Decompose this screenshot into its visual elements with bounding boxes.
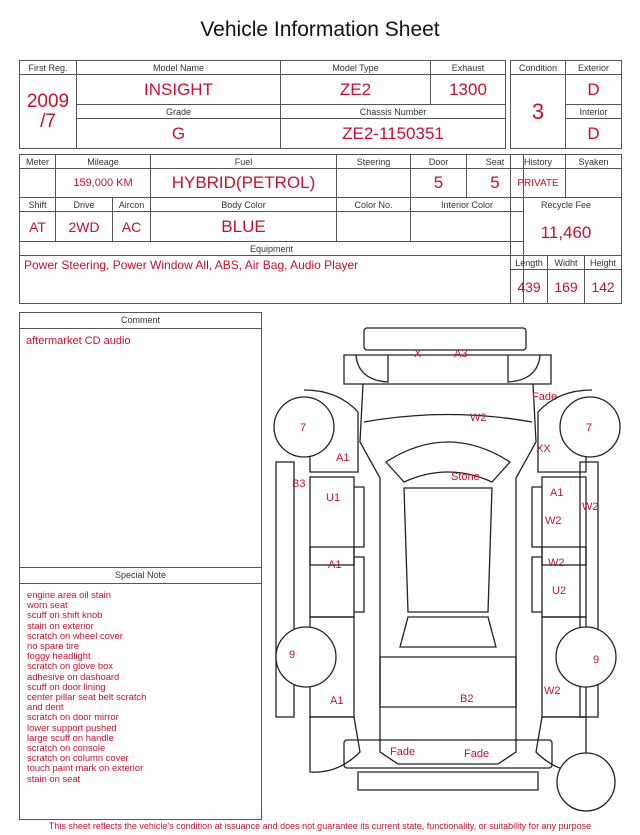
recycle-fee-label: Recycle Fee (511, 198, 622, 212)
first-reg-year: 2009 (26, 90, 70, 112)
left-rear-fender (310, 717, 360, 772)
headlight-right (508, 355, 540, 382)
special-note-item: adhesive on dashoard (27, 670, 120, 682)
headlight-left (356, 355, 388, 382)
mark-u2: U2 (552, 585, 567, 597)
comment-box (19, 312, 262, 568)
interior-color-value (411, 212, 524, 242)
special-note-list (20, 584, 261, 784)
mark-right-rear-w2: W2 (544, 685, 561, 697)
roof (404, 488, 492, 612)
special-note-item: no spare tire (27, 640, 80, 652)
interior-value: D (566, 119, 622, 149)
windshield (386, 442, 510, 482)
mark-wheel-fr: 7 (586, 422, 593, 434)
syaken-label: Syaken (566, 155, 622, 169)
mark-fender-left-a1: A1 (336, 452, 350, 464)
damage-diagram (268, 312, 628, 824)
mileage-label: Mileage (56, 155, 151, 169)
vehicle-main-table (19, 60, 506, 149)
exhaust-label: Exhaust (431, 61, 506, 75)
first-reg-month: /7 (40, 110, 56, 132)
left-pillar-b (354, 557, 364, 612)
condition-label: Condition (511, 61, 566, 75)
model-name-value: INSIGHT (77, 75, 281, 105)
exterior-value: D (566, 75, 622, 105)
mark-wheel-fl: 7 (300, 422, 307, 434)
mark-fade-front-right: Fade (532, 391, 558, 403)
model-type-value: ZE2 (281, 75, 431, 105)
special-note-item: lower support pushed (27, 721, 117, 733)
body-color-label: Body Color (151, 198, 337, 212)
model-type-label: Model Type (281, 61, 431, 75)
special-note-item: stain on seat (27, 772, 81, 784)
recycle-fee-value: 11,460 (511, 212, 622, 256)
aircon-value: AC (113, 212, 151, 242)
syaken-value (566, 169, 622, 198)
door-label: Door (411, 155, 467, 169)
mileage-value: 159,000 KM (56, 169, 151, 198)
wheel-rear-right (556, 627, 616, 687)
mark-bumper-fade-left: Fade (390, 746, 416, 758)
length-value: 439 (511, 270, 548, 304)
color-no-label: Color No. (337, 198, 411, 212)
mark-roof-stone: Stone (451, 471, 480, 483)
interior-label: Interior (566, 105, 622, 119)
special-note-item: scratch on glove box (27, 660, 113, 672)
special-note-item: scuff on shift knob (27, 609, 103, 621)
meter-label: Meter (20, 155, 56, 169)
special-note-item: center pillar seat belt scratch (27, 691, 147, 703)
interior-color-label: Interior Color (411, 198, 524, 212)
shift-label: Shift (20, 198, 56, 212)
steering-label: Steering (337, 155, 411, 169)
fuel-label: Fuel (151, 155, 337, 169)
mark-hood-w2: W2 (470, 412, 487, 424)
drive-label: Drive (56, 198, 113, 212)
comment-header: Comment (20, 313, 261, 329)
tail-panel (358, 772, 538, 790)
mark-right-w2-side: W2 (582, 501, 599, 513)
mark-xx: XX (536, 443, 551, 455)
mark-front-a3: A3 (454, 348, 468, 360)
seat-value: 5 (467, 169, 524, 198)
mark-trunk-b2: B2 (460, 693, 474, 705)
seat-label: Seat (467, 155, 524, 169)
fuel-value: HYBRID(PETROL) (151, 169, 337, 198)
grade-label: Grade (77, 105, 281, 119)
special-note-item: engine area oil stain (27, 589, 111, 600)
equipment-label: Equipment (20, 242, 524, 256)
right-pillar-a (532, 487, 542, 547)
left-rear-door (310, 547, 354, 617)
mark-right-w2-rear-door: W2 (548, 557, 565, 569)
special-note-header: Special Note (20, 568, 261, 584)
exhaust-value: 1300 (431, 75, 506, 105)
rear-window (400, 617, 496, 647)
front-bumper (364, 328, 526, 350)
mark-front-x: X (414, 348, 422, 360)
color-no-value (337, 212, 411, 242)
model-name-label: Model Name (77, 61, 281, 75)
grade-value: G (77, 119, 281, 149)
mark-right-w2-front-door: W2 (545, 515, 562, 527)
condition-table (510, 60, 622, 149)
mark-wheel-rr: 9 (593, 654, 600, 666)
special-note-item: scratch on console (27, 742, 106, 754)
special-note-item: large scuff on handle (27, 731, 114, 743)
wheel-rear-left (276, 627, 336, 687)
mark-right-a1: A1 (550, 487, 564, 499)
special-note-item: scratch on door mirror (27, 711, 119, 723)
left-front-door (310, 477, 354, 565)
comment-text: aftermarket CD audio (26, 335, 131, 347)
door-value: 5 (411, 169, 467, 198)
first-reg-value (20, 75, 77, 149)
mark-left-rear-door-a1: A1 (328, 559, 342, 571)
special-note-item: scuff on door lining (27, 680, 106, 692)
mark-wheel-rl: 9 (289, 649, 296, 661)
special-note-item: worn seat (27, 599, 68, 611)
drive-value: 2WD (56, 212, 113, 242)
first-reg-label: First Reg. (20, 61, 77, 75)
trunk (380, 657, 516, 707)
condition-value: 3 (511, 75, 566, 149)
special-note-item: foggy headlight (27, 650, 91, 662)
footer-disclaimer: This sheet reflects the vehicle's condition at issuance and does not guarantee its current state, functionality, or suitability for any purpose (48, 821, 592, 831)
shift-value: AT (20, 212, 56, 242)
length-label: Length (511, 256, 548, 270)
history-value: PRIVATE (511, 169, 566, 198)
height-label: Height (585, 256, 622, 270)
history-table (510, 154, 622, 304)
meter-value (20, 169, 56, 198)
left-pillar-a (354, 487, 364, 547)
right-pillar-b (532, 557, 542, 612)
special-note-item: touch paint mark on exterior (27, 762, 144, 774)
special-note-item: scratch on wheel cover (27, 629, 123, 641)
special-note-box (19, 567, 262, 820)
width-value: 169 (548, 270, 585, 304)
hood-line (364, 415, 532, 423)
page-title: Vehicle Information Sheet (200, 18, 440, 41)
chassis-value: ZE2-1150351 (281, 119, 506, 149)
special-note-item: scratch on column cover (27, 752, 129, 764)
equipment-value: Power Steering, Power Window All, ABS, Air Bag, Audio Player (20, 256, 524, 304)
height-value: 142 (585, 270, 622, 304)
width-label: Widht (548, 256, 585, 270)
special-note-item: stain on exterior (27, 619, 94, 631)
chassis-label: Chassis Number (281, 105, 506, 119)
history-label: History (511, 155, 566, 169)
mark-b3: B3 (292, 478, 306, 490)
body-color-value: BLUE (151, 212, 337, 242)
steering-value (337, 169, 411, 198)
aircon-label: Aircon (113, 198, 151, 212)
mark-bumper-fade-right: Fade (464, 748, 490, 760)
vehicle-details-table (19, 154, 524, 304)
special-note-item: and dent (27, 701, 64, 713)
exterior-label: Exterior (566, 61, 622, 75)
mark-u1: U1 (326, 492, 341, 504)
spare-wheel (557, 753, 615, 811)
mark-rear-left-a1: A1 (330, 695, 344, 707)
